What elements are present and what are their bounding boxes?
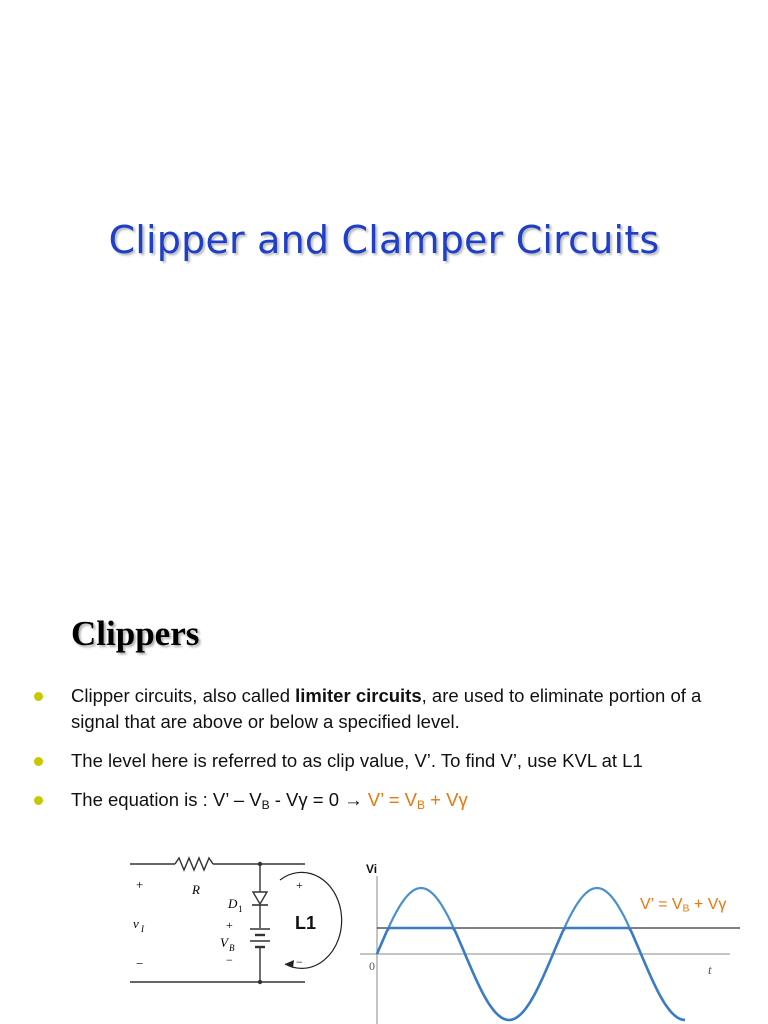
clip-value-label: V’ = $V_B + V\gamma$: [640, 896, 727, 915]
svg-text:+: +: [136, 877, 144, 892]
equation-result: V’ = $V_B + V\gamma$: [362, 789, 468, 812]
svg-text:t: t: [708, 962, 712, 977]
bullet-list: [34, 683, 734, 831]
bullet-text: The level here is referred to as clip value, V’. To find V’, use KVL at L1: [71, 750, 643, 771]
clipped-output-wave: [377, 928, 685, 1020]
bullet-dot-icon: [34, 692, 43, 701]
svg-text:V: V: [220, 935, 228, 950]
diode-icon: [253, 892, 267, 904]
bullet-item: [34, 787, 734, 818]
bullet-item: [34, 683, 734, 735]
waveform-y-label: Vi: [366, 862, 378, 876]
slide-title: Clipper and Clamper Circuits: [108, 218, 660, 262]
svg-text:v: v: [133, 916, 139, 931]
equation: The equation is : V’ – $V_B - V\gamma = 0 \to V$’ = $V_B + V\gamma$: [71, 789, 468, 812]
bullet-text: Clipper circuits, also called: [71, 685, 296, 706]
svg-text:I: I: [141, 924, 144, 934]
svg-text:−: −: [136, 956, 144, 971]
loop-label: L1: [295, 913, 317, 933]
svg-text:0: 0: [369, 959, 375, 973]
svg-text:−: −: [296, 955, 303, 969]
bullet-dot-icon: [34, 796, 43, 805]
svg-text:+: +: [296, 878, 303, 892]
clipped-waveform-plot: [350, 856, 750, 1024]
svg-text:+: +: [226, 918, 233, 932]
bullet-dot-icon: [34, 757, 43, 766]
section-heading: Clippers: [71, 614, 200, 653]
svg-text:D: D: [228, 896, 238, 911]
svg-text:R: R: [192, 882, 200, 897]
bullet-bold-text: limiter circuits: [295, 685, 422, 706]
svg-text:−: −: [226, 953, 233, 967]
svg-text:B: B: [229, 943, 235, 953]
bullet-text: , are used to eliminate portion of a signal that are above or below a specified level.: [71, 685, 702, 732]
resistor-icon: [175, 858, 213, 870]
svg-text:1: 1: [238, 904, 243, 914]
bullet-item: [34, 748, 734, 774]
